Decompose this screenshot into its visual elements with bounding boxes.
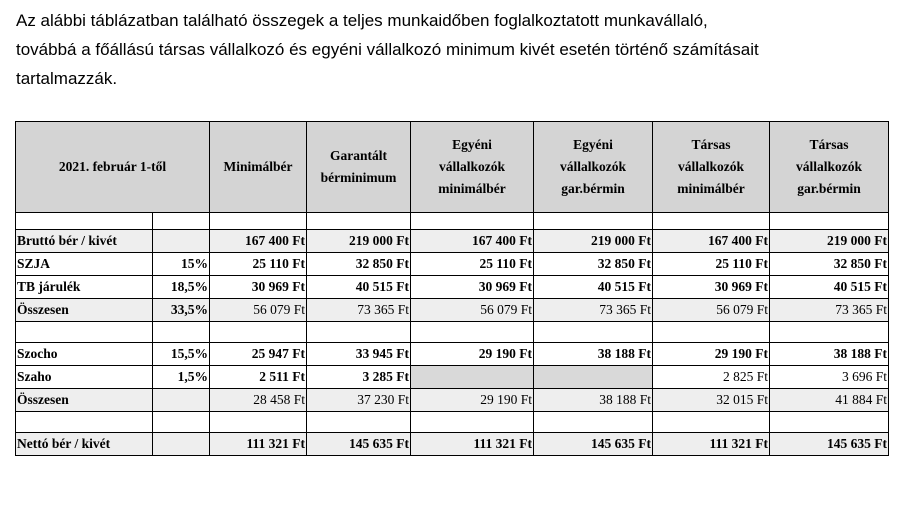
row-pct: 15% xyxy=(153,253,210,276)
cell: 32 015 Ft xyxy=(653,389,770,412)
cell: 25 110 Ft xyxy=(653,253,770,276)
cell: 56 079 Ft xyxy=(411,299,534,322)
cell: 32 850 Ft xyxy=(307,253,411,276)
cell: 37 230 Ft xyxy=(307,389,411,412)
cell: 2 825 Ft xyxy=(653,366,770,389)
header-minimalber: Minimálbér xyxy=(210,122,307,213)
table-header-row xyxy=(16,122,889,213)
intro-line-2: továbbá a főállású társas vállalkozó és egyéni vállalkozó minimum kivét esetén történő számításait xyxy=(16,40,759,59)
table-row-brutto xyxy=(16,230,889,253)
cell: 40 515 Ft xyxy=(534,276,653,299)
header-tarsas-min: Társas vállalkozók minimálbér xyxy=(653,122,770,213)
table-row-netto xyxy=(16,433,889,456)
cell: 30 969 Ft xyxy=(411,276,534,299)
header-period: 2021. február 1-től xyxy=(16,122,210,213)
cell: 32 850 Ft xyxy=(770,253,889,276)
cell: 29 190 Ft xyxy=(411,343,534,366)
row-label: Nettó bér / kivét xyxy=(16,433,153,456)
row-pct xyxy=(153,433,210,456)
table-row-tb xyxy=(16,276,889,299)
cell: 219 000 Ft xyxy=(307,230,411,253)
row-pct: 15,5% xyxy=(153,343,210,366)
row-label: TB járulék xyxy=(16,276,153,299)
row-label: Bruttó bér / kivét xyxy=(16,230,153,253)
cell: 32 850 Ft xyxy=(534,253,653,276)
cell: 73 365 Ft xyxy=(770,299,889,322)
header-tarsas-gar: Társas vállalkozók gar.bérmin xyxy=(770,122,889,213)
intro-line-3: tartalmazzák. xyxy=(16,69,118,88)
cell: 145 635 Ft xyxy=(770,433,889,456)
cell: 28 458 Ft xyxy=(210,389,307,412)
intro-paragraph xyxy=(16,6,888,93)
cell: 219 000 Ft xyxy=(770,230,889,253)
table-row-szaho xyxy=(16,366,889,389)
cell: 167 400 Ft xyxy=(653,230,770,253)
cell: 145 635 Ft xyxy=(307,433,411,456)
table-row-szocho xyxy=(16,343,889,366)
cell: 167 400 Ft xyxy=(411,230,534,253)
cell: 40 515 Ft xyxy=(307,276,411,299)
row-pct: 18,5% xyxy=(153,276,210,299)
cell: 40 515 Ft xyxy=(770,276,889,299)
cell: 145 635 Ft xyxy=(534,433,653,456)
cell: 56 079 Ft xyxy=(210,299,307,322)
cell: 219 000 Ft xyxy=(534,230,653,253)
cell: 38 188 Ft xyxy=(534,389,653,412)
cell-empty xyxy=(534,366,653,389)
cell: 25 947 Ft xyxy=(210,343,307,366)
header-garantalt: Garantált bérminimum xyxy=(307,122,411,213)
gap-row xyxy=(16,322,889,343)
row-label: Összesen xyxy=(16,389,153,412)
row-label: Szocho xyxy=(16,343,153,366)
cell: 73 365 Ft xyxy=(534,299,653,322)
cell: 111 321 Ft xyxy=(653,433,770,456)
cell: 29 190 Ft xyxy=(411,389,534,412)
cell: 41 884 Ft xyxy=(770,389,889,412)
cell: 38 188 Ft xyxy=(534,343,653,366)
table-row-osszesen-1 xyxy=(16,299,889,322)
cell: 25 110 Ft xyxy=(411,253,534,276)
cell: 56 079 Ft xyxy=(653,299,770,322)
row-pct xyxy=(153,389,210,412)
spacer-row xyxy=(16,213,889,230)
cell: 33 945 Ft xyxy=(307,343,411,366)
cell: 111 321 Ft xyxy=(411,433,534,456)
gap-row xyxy=(16,412,889,433)
header-egyeni-gar: Egyéni vállalkozók gar.bérmin xyxy=(534,122,653,213)
row-pct xyxy=(153,230,210,253)
wage-table xyxy=(15,121,889,456)
row-pct: 33,5% xyxy=(153,299,210,322)
table-row-szja xyxy=(16,253,889,276)
header-egyeni-min: Egyéni vállalkozók minimálbér xyxy=(411,122,534,213)
cell: 38 188 Ft xyxy=(770,343,889,366)
cell: 2 511 Ft xyxy=(210,366,307,389)
cell: 30 969 Ft xyxy=(653,276,770,299)
cell: 3 696 Ft xyxy=(770,366,889,389)
row-label: SZJA xyxy=(16,253,153,276)
intro-line-1: Az alábbi táblázatban található összegek a teljes munkaidőben foglalkoztatott munkavállaló, xyxy=(16,11,708,30)
row-label: Összesen xyxy=(16,299,153,322)
table-row-osszesen-2 xyxy=(16,389,889,412)
cell: 111 321 Ft xyxy=(210,433,307,456)
row-label: Szaho xyxy=(16,366,153,389)
row-pct: 1,5% xyxy=(153,366,210,389)
cell: 29 190 Ft xyxy=(653,343,770,366)
cell: 167 400 Ft xyxy=(210,230,307,253)
cell: 30 969 Ft xyxy=(210,276,307,299)
cell-empty xyxy=(411,366,534,389)
cell: 25 110 Ft xyxy=(210,253,307,276)
cell: 73 365 Ft xyxy=(307,299,411,322)
cell: 3 285 Ft xyxy=(307,366,411,389)
